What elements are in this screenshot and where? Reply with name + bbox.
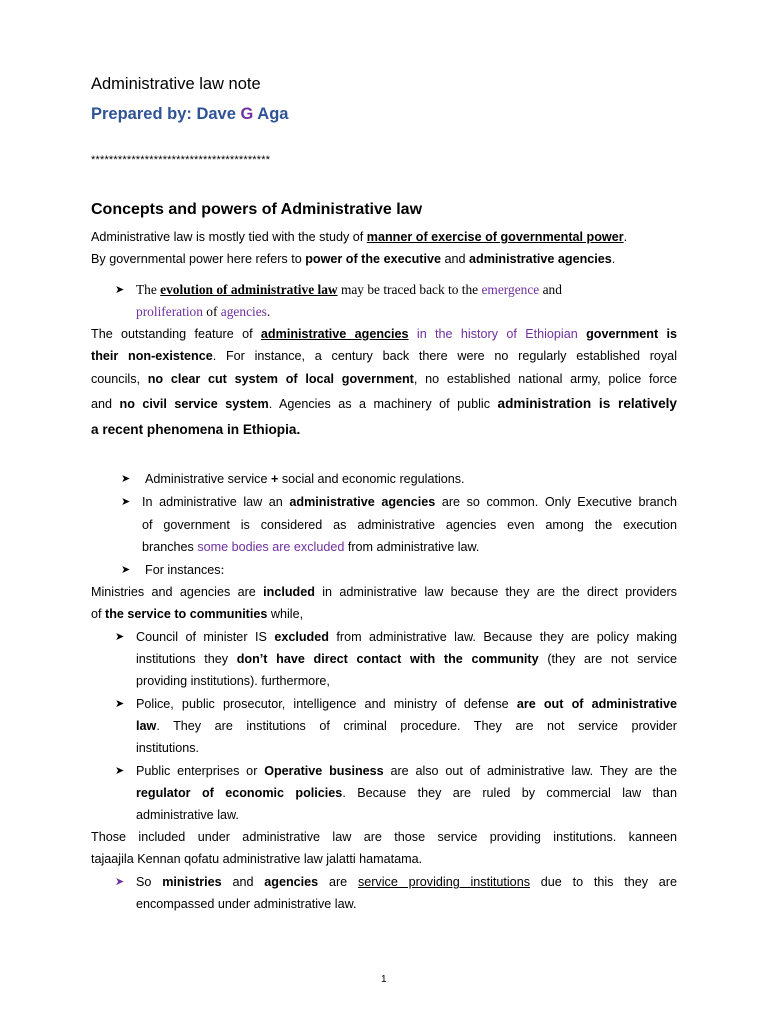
arrowhead-bullet-icon: ➤ — [115, 631, 125, 643]
arrowhead-bullet-icon: ➤ — [121, 473, 131, 485]
text-run: service providing institutions — [357, 875, 530, 889]
bullet-line: of government is considered as administrative agencies even among the execution — [142, 518, 677, 532]
text-run: power of the executive — [305, 252, 441, 266]
text-run: the service to communities — [105, 607, 268, 621]
text-run: administration is relatively — [497, 396, 677, 411]
bullet-line — [136, 785, 677, 801]
text-run: are out of administrative — [516, 697, 677, 711]
bullet-line — [142, 539, 479, 555]
text-run: and — [91, 397, 120, 411]
text-run: manner of exercise of governmental power — [366, 230, 624, 244]
text-run: government is — [577, 327, 677, 341]
paragraph-line — [91, 251, 615, 267]
bullet-line — [136, 629, 677, 645]
text-run: don’t have direct contact with the community — [236, 652, 539, 666]
text-run: their non-existence — [91, 349, 213, 363]
text-run: agencies — [220, 304, 267, 319]
text-run: administrative agencies — [260, 327, 409, 341]
text-run: Administrative service — [145, 472, 271, 486]
text-run: are also out of administrative law. They are the — [383, 764, 677, 778]
paragraph-line — [91, 348, 677, 364]
arrowhead-bullet-icon: ➤ — [115, 284, 125, 296]
bullet-line — [136, 304, 270, 320]
text-run: . — [623, 230, 628, 244]
text-run: In administrative law an — [142, 495, 290, 509]
author-line — [91, 103, 288, 125]
bullet-line: administrative law. — [136, 808, 239, 822]
text-run: Administrative law is mostly tied with the study of — [91, 230, 367, 244]
bullet-line: encompassed under administrative law. — [136, 897, 357, 911]
text-run: no civil service system — [119, 397, 269, 411]
paragraph-line — [91, 371, 677, 387]
arrowhead-bullet-icon: ➤ — [121, 496, 131, 508]
text-run: while, — [267, 607, 304, 621]
text-run: The outstanding feature of — [91, 327, 261, 341]
text-run: excluded — [274, 630, 329, 644]
text-run: from administrative law. Because they are policy making — [328, 630, 677, 644]
text-run: For instances — [145, 563, 221, 577]
author-initial: G — [240, 105, 254, 123]
text-run: (they are not service — [538, 652, 677, 666]
bullet-line — [136, 696, 677, 712]
text-run: The — [136, 282, 161, 297]
paragraph-line — [91, 229, 627, 245]
arrowhead-bullet-icon: ➤ — [121, 564, 131, 576]
paragraph-line: Those included under administrative law are those service providing institutions. kanneen — [91, 830, 677, 844]
bullet-line: providing institutions). furthermore, — [136, 674, 330, 688]
bullet-line: institutions. — [136, 741, 199, 755]
text-run: no clear cut system of local government — [147, 372, 414, 386]
text-run: administrative agencies — [469, 252, 612, 266]
text-run: : — [220, 562, 225, 577]
text-run: regulator of economic policies — [136, 786, 343, 800]
bullet-line — [136, 763, 677, 779]
text-run: and — [221, 875, 265, 889]
text-run: Police, public prosecutor, intelligence and ministry of defense — [136, 697, 517, 711]
text-run: . Because they are ruled by commercial law than — [342, 786, 677, 800]
text-run: . — [266, 304, 271, 319]
text-run: are so common. Only Executive branch — [435, 495, 677, 509]
text-run: . — [611, 252, 616, 266]
text-run: . Agencies as a machinery of public — [268, 397, 498, 411]
text-run: By governmental power here refers to — [91, 252, 306, 266]
text-run: institutions they — [136, 652, 237, 666]
text-run: So — [136, 875, 163, 889]
paragraph-line — [91, 326, 677, 342]
text-run: evolution of administrative law — [160, 282, 338, 297]
bullet-line — [136, 874, 677, 890]
paragraph-line — [91, 396, 677, 412]
text-run: are — [318, 875, 358, 889]
text-run: emergence — [481, 282, 540, 297]
text-run: may be traced back to the — [337, 282, 482, 297]
text-run: Ministries and agencies are — [91, 585, 264, 599]
text-run: . They are institutions of criminal procedure. They are not service provider — [156, 719, 677, 733]
text-run: , no established national army, police force — [413, 372, 678, 386]
separator-stars: **************************************** — [91, 154, 271, 166]
text-run: social and economic regulations. — [278, 472, 465, 486]
author-prefix: Prepared by: Dave — [91, 105, 241, 123]
bullet-line — [136, 282, 562, 298]
bullet-line — [145, 471, 465, 487]
bullet-line — [145, 562, 224, 578]
text-run: some bodies are excluded — [197, 540, 345, 554]
text-run: + — [270, 472, 279, 486]
arrowhead-bullet-icon: ➤ — [115, 765, 125, 777]
author-suffix: Aga — [253, 105, 289, 123]
text-run: proliferation — [136, 304, 203, 319]
text-run: included — [263, 585, 315, 599]
section-heading: Concepts and powers of Administrative law — [91, 201, 423, 218]
text-run: in the history of Ethiopian — [408, 327, 578, 341]
bullet-line — [136, 651, 677, 667]
text-run: of — [202, 304, 221, 319]
text-run: Public enterprises or — [136, 764, 265, 778]
text-run: of — [91, 607, 106, 621]
arrowhead-bullet-icon: ➤ — [115, 698, 125, 710]
text-run: branches — [142, 540, 198, 554]
text-run: from administrative law. — [344, 540, 480, 554]
document-title: Administrative law note — [91, 75, 261, 93]
text-run: and — [539, 282, 562, 297]
paragraph-line — [91, 606, 303, 622]
paragraph-line — [91, 584, 677, 600]
paragraph-line: a recent phenomena in Ethiopia. — [91, 422, 301, 437]
text-run: agencies — [264, 875, 319, 889]
text-run: Council of minister IS — [136, 630, 275, 644]
paragraph-line: tajaajila Kennan qofatu administrative law jalatti hamatama. — [91, 852, 423, 866]
bullet-line — [136, 718, 677, 734]
text-run: administrative agencies — [289, 495, 436, 509]
text-run: ministries — [162, 875, 222, 889]
text-run: in administrative law because they are the direct providers — [314, 585, 677, 599]
arrowhead-bullet-icon: ➤ — [115, 876, 125, 888]
text-run: councils, — [91, 372, 148, 386]
bullet-line — [142, 494, 677, 510]
text-run: Operative business — [264, 764, 384, 778]
text-run: and — [440, 252, 469, 266]
text-run: . For instance, a century back there were no regularly established royal — [212, 349, 677, 363]
page-number: 1 — [381, 974, 387, 985]
text-run: due to this they are — [530, 875, 678, 889]
text-run: law — [136, 719, 157, 733]
